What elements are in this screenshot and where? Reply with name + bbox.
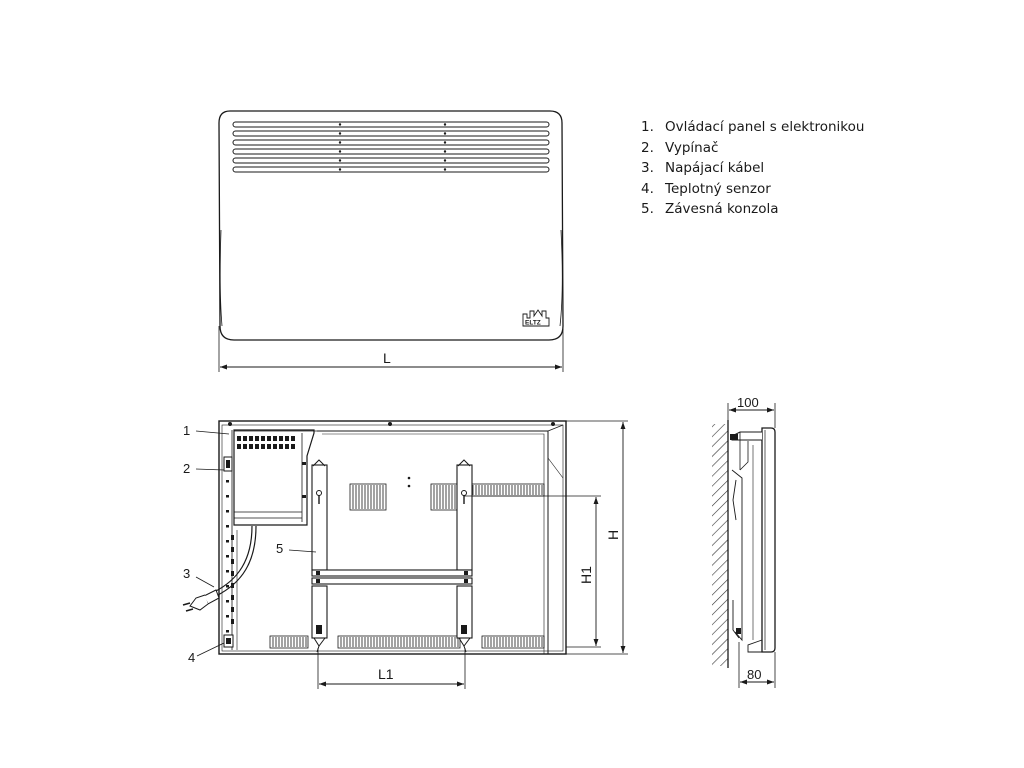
dimension-label-80: 80 xyxy=(747,667,762,682)
callout-1: 1 xyxy=(183,423,191,438)
callout-2: 2 xyxy=(183,461,191,476)
dimension-L xyxy=(219,326,563,372)
front-view xyxy=(219,111,563,340)
wall-hatch xyxy=(712,424,728,666)
brand-logo-text: ELTZ xyxy=(525,319,541,327)
legend-text: Napájací kábel xyxy=(665,160,765,176)
legend-text: Teplotný senzor xyxy=(665,180,771,197)
callout-5: 5 xyxy=(276,541,284,556)
rear-louvres xyxy=(270,477,544,648)
temperature-sensor xyxy=(224,635,233,647)
parts-legend xyxy=(641,117,864,220)
power-switch xyxy=(224,457,232,471)
callout-3: 3 xyxy=(183,566,191,581)
dimension-label-100: 100 xyxy=(737,395,759,410)
dimension-label-H: H xyxy=(605,529,621,540)
control-panel-box xyxy=(234,430,317,525)
front-grille xyxy=(233,122,549,172)
grille-screws xyxy=(339,123,446,170)
legend-text: Závesná konzola xyxy=(665,201,779,217)
side-view xyxy=(712,420,775,668)
dimension-label-L: L xyxy=(383,350,391,366)
brand-logo xyxy=(523,310,549,327)
legend-number: 1. xyxy=(641,119,654,135)
legend-text: Vypínač xyxy=(665,139,719,156)
legend-number: 3. xyxy=(641,160,654,176)
callout-4: 4 xyxy=(188,650,196,665)
legend-item xyxy=(641,138,864,159)
legend-item xyxy=(641,179,864,200)
legend-item xyxy=(641,199,864,220)
legend-number: 5. xyxy=(641,201,654,217)
legend-number: 4. xyxy=(641,180,654,197)
wall-bracket xyxy=(312,460,472,652)
legend-number: 2. xyxy=(641,139,654,156)
legend-item xyxy=(641,158,864,179)
legend-text: Ovládací panel s elektronikou xyxy=(665,119,865,135)
rear-view xyxy=(183,421,566,654)
dimension-label-H1: H1 xyxy=(578,566,594,584)
dimension-label-L1: L1 xyxy=(378,666,394,682)
legend-item xyxy=(641,117,864,138)
